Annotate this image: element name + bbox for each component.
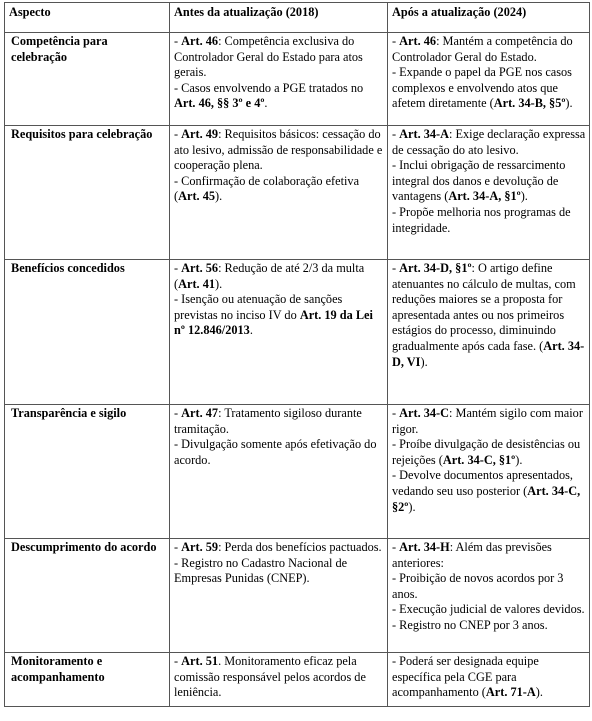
cell-paragraph (392, 34, 586, 65)
cell-paragraph (392, 654, 586, 701)
cell-paragraph (174, 34, 384, 81)
article-reference: Art. 71-A (485, 685, 536, 700)
cell-text: ). (515, 452, 523, 467)
cell-paragraph (392, 158, 586, 205)
before-cell (170, 33, 388, 126)
article-reference: Art. 45 (178, 189, 215, 204)
article-reference: Art. 34-C, §2º (392, 483, 581, 514)
cell-text: : Tratamento sigiloso durante tramitação. (174, 406, 362, 436)
cell-text: - Confirmação de colaboração efetiva ( (174, 173, 360, 204)
cell-paragraph (174, 127, 384, 174)
cell-paragraph (392, 602, 586, 618)
cell-paragraph (174, 174, 384, 205)
after-cell (388, 33, 590, 126)
cell-text: - (392, 127, 400, 141)
before-cell (170, 653, 388, 707)
article-reference: Art. 46, §§ 3º e 4º (174, 96, 265, 111)
after-cell (388, 260, 590, 405)
cell-text: - Proibição de novos acordos por 3 anos. (392, 571, 564, 601)
article-reference: Art. 41 (178, 276, 215, 291)
cell-paragraph (174, 654, 384, 701)
article-reference: Art. 34-C, §1º (442, 452, 516, 467)
table-row (5, 405, 590, 539)
cell-text: ). (215, 189, 223, 204)
cell-text: . Monitoramento eficaz pela comissão responsável pelos acordos de leniência. (174, 654, 366, 700)
before-cell (170, 260, 388, 405)
cell-paragraph (174, 556, 384, 587)
header-aspect: Aspecto (5, 3, 170, 33)
cell-text: - Registro no CNEP por 3 anos. (392, 617, 548, 632)
table-header-row (5, 3, 590, 33)
article-reference: Art. 46 (181, 34, 219, 48)
cell-paragraph (392, 205, 586, 236)
cell-text: : Exige declaração expressa de cessação do ato lesivo. (392, 127, 586, 157)
article-reference: Art. 34-C (399, 406, 450, 420)
cell-text: ). (408, 499, 416, 514)
cell-paragraph (392, 437, 586, 468)
cell-text: : Redução de até 2/3 da multa ( (174, 261, 365, 291)
cell-text: ). (215, 276, 223, 291)
before-cell (170, 539, 388, 653)
cell-text: : Perda dos benefícios pactuados. (218, 540, 382, 554)
before-cell (170, 126, 388, 260)
cell-text: ). (420, 354, 428, 369)
cell-text: . (249, 323, 253, 338)
cell-text: - (392, 540, 400, 554)
article-reference: Art. 34-A (399, 127, 450, 141)
article-reference: Art. 46 (399, 34, 437, 48)
article-reference: Art. 59 (181, 540, 219, 554)
cell-text: : O artigo define atenuantes no cálculo de multas, com reduções maiores se a proposta for apresentada antes ou nos primeiros estágios do processo, diminuindo gradualmente após cada fase. ( (392, 261, 576, 353)
cell-text: - Propõe melhoria nos programas de integridade. (392, 204, 571, 235)
cell-text: - Registro no Cadastro Nacional de Empresas Punidas (CNEP). (174, 555, 348, 586)
cell-text: : Mantém sigilo com maior rigor. (392, 406, 583, 436)
after-cell (388, 405, 590, 539)
article-reference: Art. 19 da Lei nº 12.846/2013 (174, 307, 373, 338)
cell-text: - (392, 34, 400, 48)
aspect-cell: Competência para celebração (5, 33, 170, 126)
cell-paragraph (392, 571, 586, 602)
table-row (5, 33, 590, 126)
cell-paragraph (174, 292, 384, 339)
cell-text: - Poderá ser designada equipe específica pela CGE para acompanhamento ( (392, 654, 539, 700)
cell-text: . (264, 96, 268, 111)
cell-text: ). (565, 96, 573, 111)
cell-paragraph (174, 81, 384, 112)
article-reference: Art. 56 (181, 261, 219, 275)
article-reference: Art. 34-B, §5º (493, 96, 566, 111)
cell-paragraph (392, 406, 586, 437)
after-cell (388, 539, 590, 653)
cell-paragraph (392, 261, 586, 370)
cell-paragraph (392, 468, 586, 515)
header-before: Antes da atualização (2018) (170, 3, 388, 33)
cell-text: : Mantém a competência do Controlador Geral do Estado. (392, 34, 573, 64)
cell-text: - (392, 261, 400, 275)
article-reference: Art. 34-H (399, 540, 450, 554)
cell-text: - Isenção ou atenuação de sanções previstas no inciso IV do (174, 292, 343, 322)
header-after: Após a atualização (2024) (388, 3, 590, 33)
after-cell (388, 126, 590, 260)
table-row (5, 126, 590, 260)
aspect-cell: Benefícios concedidos (5, 260, 170, 405)
cell-text: - Divulgação somente após efetivação do acordo. (174, 437, 377, 467)
article-reference: Art. 47 (181, 406, 219, 420)
cell-text: - (174, 654, 182, 668)
cell-text: : Além das previsões anteriores: (392, 540, 552, 570)
cell-text: ). (520, 189, 528, 204)
aspect-cell: Transparência e sigilo (5, 405, 170, 539)
cell-text: - Casos envolvendo a PGE tratados no (174, 80, 364, 95)
article-reference: Art. 34-A, §1º (448, 189, 521, 204)
article-reference: Art. 51 (181, 654, 219, 668)
cell-text: ). (535, 685, 543, 700)
cell-text: : Competência exclusiva do Controlador Geral do Estado para atos gerais. (174, 34, 363, 80)
cell-text: - Execução judicial de valores devidos. (392, 602, 585, 617)
cell-text: - (174, 127, 182, 141)
cell-paragraph (174, 437, 384, 468)
table-row (5, 539, 590, 653)
cell-paragraph (392, 127, 586, 158)
cell-text: : Requisitos básicos: cessação do ato lesivo, admissão de responsabilidade e cooperação plena. (174, 127, 383, 173)
cell-text: - (174, 406, 182, 420)
cell-text: - (392, 406, 400, 420)
article-reference: Art. 34-D, §1º (399, 261, 472, 275)
cell-text: - (174, 34, 182, 48)
article-reference: Art. 49 (181, 127, 219, 141)
cell-text: - (174, 540, 182, 554)
before-cell (170, 405, 388, 539)
table-row (5, 260, 590, 405)
cell-paragraph (392, 540, 586, 571)
comparison-table (4, 2, 590, 707)
article-reference: Art. 34-D, VI (392, 338, 585, 369)
cell-text: - Proíbe divulgação de desistências ou rejeições ( (392, 437, 581, 467)
aspect-cell: Descumprimento do acordo (5, 539, 170, 653)
cell-paragraph (174, 261, 384, 292)
cell-text: - Devolve documentos apresentados, vedando seu uso posterior ( (392, 468, 573, 498)
after-cell (388, 653, 590, 707)
aspect-cell: Monitoramento e acompanhamento (5, 653, 170, 707)
cell-text: - Expande o papel da PGE nos casos complexos e envolvendo atos que afetem diretamente ( (392, 65, 572, 111)
cell-paragraph (174, 406, 384, 437)
cell-text: - Inclui obrigação de ressarcimento integral dos danos e devolução de vantagens ( (392, 158, 566, 204)
cell-paragraph (174, 540, 384, 556)
cell-text: - (174, 261, 182, 275)
aspect-cell: Requisitos para celebração (5, 126, 170, 260)
cell-paragraph (392, 618, 586, 634)
table-row (5, 653, 590, 707)
cell-paragraph (392, 65, 586, 112)
